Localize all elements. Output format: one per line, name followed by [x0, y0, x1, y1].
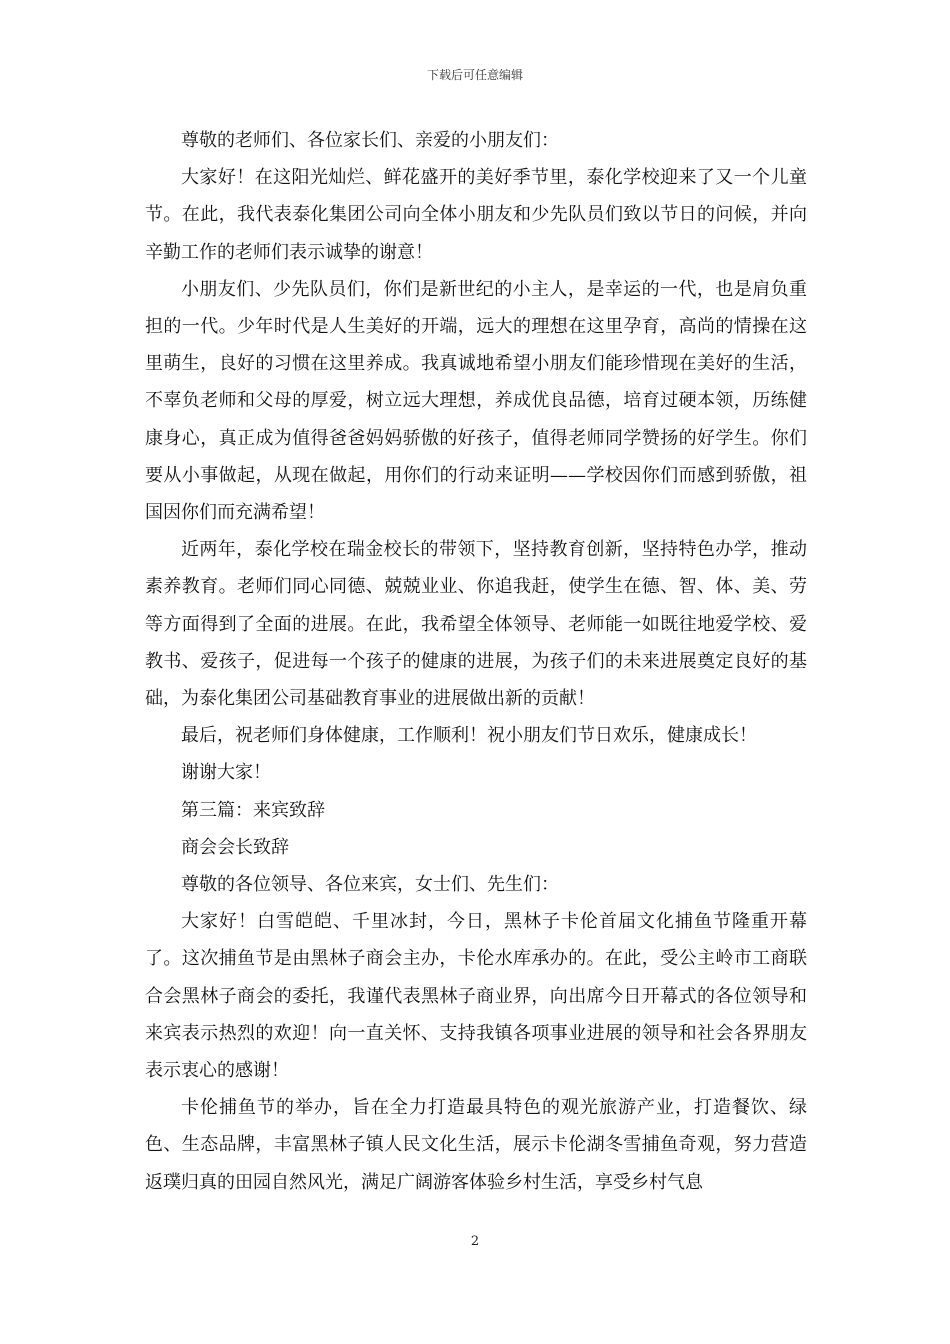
paragraph: 小朋友们、少先队员们，你们是新世纪的小主人，是幸运的一代，也是肩负重担的一代。少年时代是人生美好的开端，远大的理想在这里孕育，高尚的情操在这里萌生，良好的习惯在这里养成。我真诚地希望小朋友们能珍惜现在美好的生活，不辜负老师和父母的厚爱，树立远大理想，养成优良品德，培育过硬本领，历练健康身心，真正成为值得爸爸妈妈骄傲的好孩子，值得老师同学赞扬的好学生。你们要从小事做起，从现在做起，用你们的行动来证明——学校因你们而感到骄傲，祖国因你们而充满希望！: [145, 278, 807, 524]
paragraph: 卡伦捕鱼节的举办，旨在全力打造最具特色的观光旅游产业，打造餐饮、绿色、生态品牌，丰富黑林子镇人民文化生活，展示卡伦湖冬雪捕鱼奇观，努力营造返璞归真的田园自然风光，满足广阔游客体验乡村生活，享受乡村气息: [145, 1097, 807, 1193]
document-body: [145, 122, 807, 1201]
paragraph: 大家好！在这阳光灿烂、鲜花盛开的美好季节里，泰化学校迎来了又一个儿童节。在此，我代表泰化集团公司向全体小朋友和少先队员们致以节日的问候，并向辛勤工作的老师们表示诚挚的谢意！: [145, 167, 807, 263]
page-header: 下载后可任意编辑: [426, 68, 523, 82]
section-heading: 第三篇：来宾致辞: [181, 799, 325, 821]
page-number: 2: [470, 1234, 480, 1249]
paragraph: 近两年，泰化学校在瑞金校长的带领下，坚持教育创新，坚持特色办学，推动素养教育。老师们同心同德、兢兢业业、你追我赶，使学生在德、智、体、美、劳等方面得到了全面的进展。在此，我希望全体领导、老师能一如既往地爱学校、爱教书、爱孩子，促进每一个孩子的健康的进展，为孩子们的未来进展奠定良好的基础，为泰化集团公司基础教育事业的进展做出新的贡献！: [145, 539, 807, 710]
paragraph: 大家好！白雪皑皑、千里冰封，今日，黑林子卡伦首届文化捕鱼节隆重开幕了。这次捕鱼节是由黑林子商会主办，卡伦水库承办的。在此，受公主岭市工商联合会黑林子商会的委托，我谨代表黑林子商业界，向出席今日开幕式的各位领导和来宾表示热烈的欢迎！向一直关怀、支持我镇各项事业进展的领导和社会各界朋友表示衷心的感谢！: [145, 911, 807, 1082]
paragraph: 谢谢大家！: [181, 762, 271, 784]
paragraph-salutation: 尊敬的各位领导、各位来宾，女士们、先生们：: [181, 874, 559, 896]
section-subheading: 商会会长致辞: [181, 836, 289, 858]
paragraph-salutation: 尊敬的老师们、各位家长们、亲爱的小朋友们：: [181, 130, 559, 151]
paragraph: 最后，祝老师们身体健康，工作顺利！祝小朋友们节日欢乐，健康成长！: [181, 725, 757, 747]
